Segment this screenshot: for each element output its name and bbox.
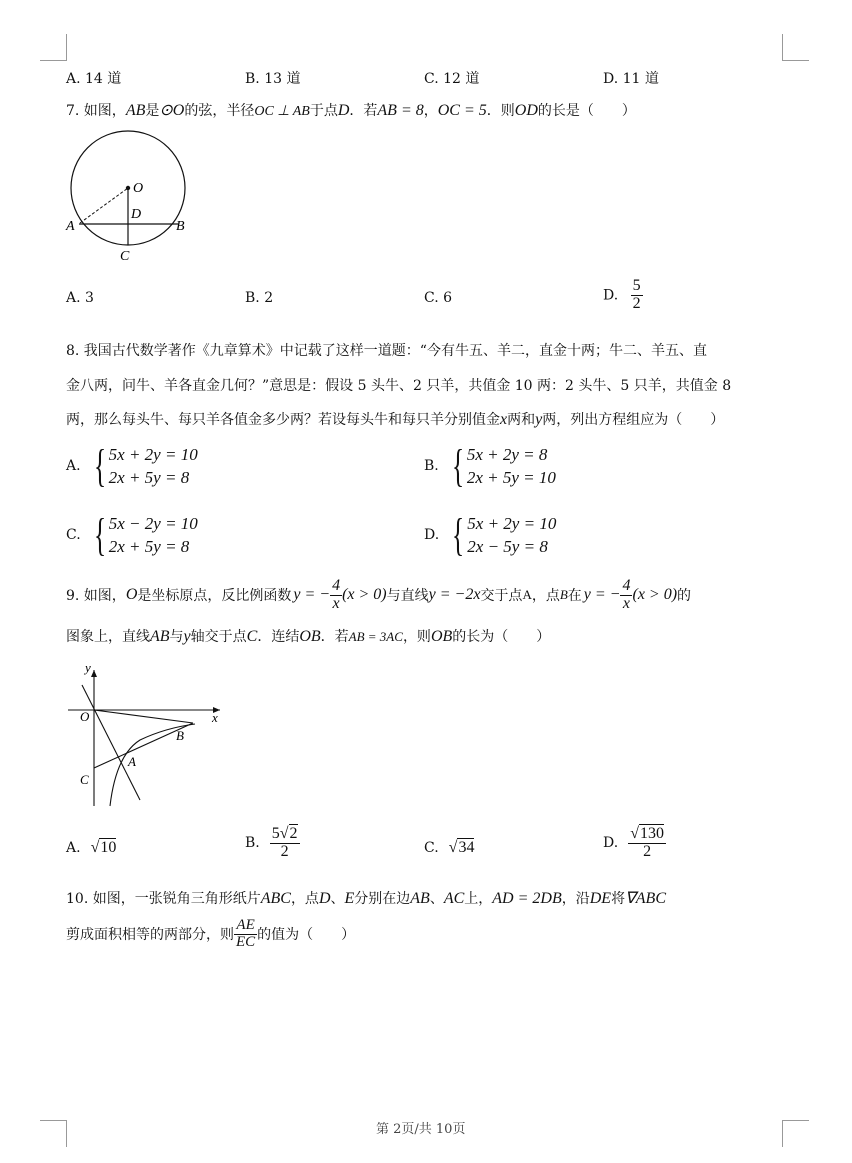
q7-option-d: D. $\frac{5}{2}$ [603, 277, 641, 312]
q6-option-a: A. 14 道 [66, 71, 122, 87]
q8-stem-line2: 金八两，问牛、羊各直金几何？”意思是：假设 5 头牛、2 只羊，共值金 10 两：2 头牛、5 只羊，共值金 8 [66, 378, 732, 394]
q8-option-b: B. { 5x + 2y = 8 2x + 5y = 10 [424, 440, 556, 491]
q7-label-a: A [66, 219, 75, 234]
q9-option-d: D. $\frac{√130}{2}$ [603, 825, 664, 860]
q9-stem-line2: 图象上，直线AB与y轴交于点C．连结OB．若AB = 3AC，则OB的长为（ ） [66, 628, 551, 645]
q8-stem-line3: 两，那么每头牛、每只羊各值金多少两？若设每头牛和每只羊分别值金x两和y两，列出方程组应为（ ） [66, 411, 725, 428]
corner-mark-top-left [40, 34, 67, 61]
corner-mark-bottom-right [782, 1120, 809, 1147]
q8-option-c: C. { 5x − 2y = 10 2x + 5y = 8 [66, 509, 198, 560]
q7-circle-figure [60, 126, 200, 268]
corner-mark-top-right [782, 34, 809, 61]
q7-option-a: A. 3 [66, 290, 94, 306]
q10-stem-line2: 剪成面积相等的两部分，则 $\frac{AE}{EC}$ 的值为（ ） [66, 917, 356, 950]
q9-option-a: A. √ 10 [66, 838, 117, 856]
q9-label-o: O [80, 709, 90, 724]
q7-label-b: B [176, 219, 185, 234]
q9-option-b: B. $\frac{5√2}{2}$ [245, 825, 298, 860]
q9-coordinate-figure [60, 660, 235, 810]
q8-option-a: A. { 5x + 2y = 10 2x + 5y = 8 [66, 440, 198, 491]
q6-option-c: C. 12 道 [424, 71, 480, 87]
q6-option-b: B. 13 道 [245, 71, 301, 87]
corner-mark-bottom-left [40, 1120, 67, 1147]
q7-option-c: C. 6 [424, 290, 453, 306]
q7-label-o: O [133, 181, 144, 196]
q6-option-d: D. 11 道 [603, 71, 659, 87]
q9-option-c: C. √ 34 [424, 838, 475, 856]
q7-label-d: D [131, 207, 142, 222]
q9-stem-line1: 9. 如图， O 是坐标原点，反比例函数 y = − $\frac{4}{x}$ (x > 0) 与直线 y = −2x 交于点 A ，点 B 在 y = − $\frac{4}{x}$ (x > 0) 的 [66, 577, 692, 612]
q9-label-c: C [80, 772, 89, 787]
q7-label-c: C [120, 249, 130, 264]
q8-option-d: D. { 5x + 2y = 10 2x − 5y = 8 [424, 509, 557, 560]
q9-label-x: x [212, 710, 218, 725]
q9-label-a: A [128, 754, 136, 769]
q10-stem-line1: 10. 如图，一张锐角三角形纸片ABC，点D、E分别在边AB、AC上，AD = 2DB，沿DE将∇ABC [66, 890, 666, 907]
page-footer: 第 2页/共 10页 [376, 1122, 466, 1137]
q7-option-b: B. 2 [245, 290, 274, 306]
q7-stem: 7. 如图，AB是⊙O的弦，半径OC ⊥ AB于点D．若AB = 8，OC = 5．则OD的长是（ ） [66, 102, 636, 119]
q9-label-y: y [85, 660, 91, 675]
q9-label-b: B [176, 728, 184, 743]
q8-stem-line1: 8. 我国古代数学著作《九章算术》中记载了这样一道题：“今有牛五、羊二，直金十两；牛二、羊五、直 [66, 343, 707, 359]
